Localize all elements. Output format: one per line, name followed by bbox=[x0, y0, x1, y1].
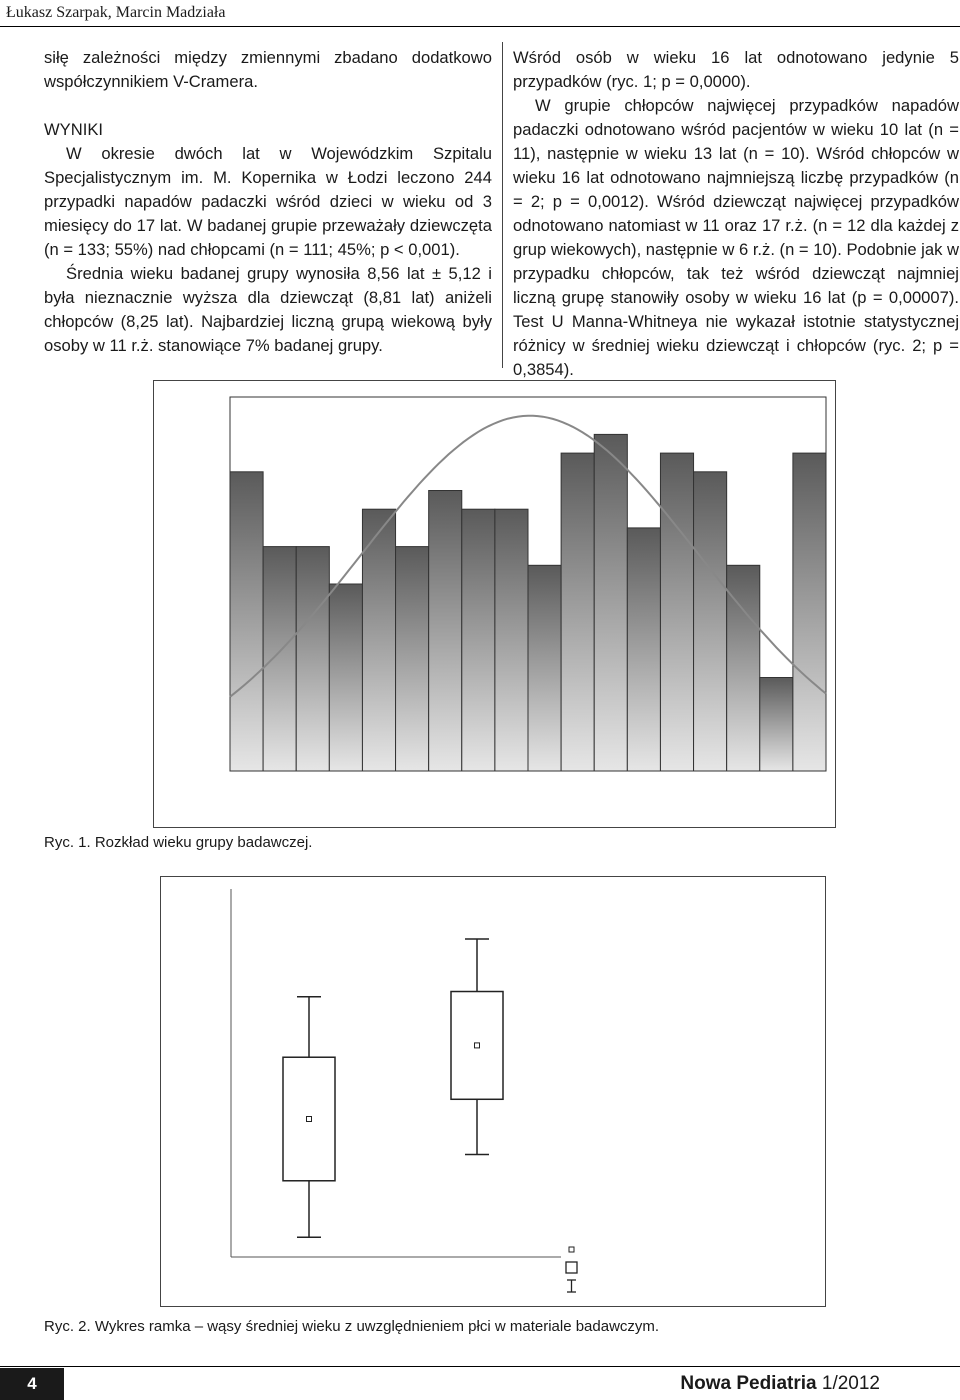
footer-rule bbox=[0, 1366, 960, 1367]
histogram-bar bbox=[561, 453, 594, 771]
histogram-bar bbox=[528, 565, 561, 771]
journal-issue: 1/2012 bbox=[821, 1373, 880, 1394]
page-number: 4 bbox=[0, 1368, 64, 1400]
section-heading-results: WYNIKI bbox=[44, 120, 104, 139]
paragraph-results-2: Średnia wieku badanej grupy wynosiła 8,56 lat ± 5,12 i była nieznacznie wyższa dla dziewcząt (8,81 lat) aniżeli chłopców (8,25 lat). Najbardziej liczną grupą wiekową były osoby w 11 r.ż. stanowiące 7% badanej grupy. bbox=[44, 264, 492, 355]
paragraph-results-3: Wśród osób w wieku 16 lat odnotowano jedynie 5 przypadków (ryc. 1; p = 0,0000). bbox=[513, 48, 959, 91]
legend-box-icon bbox=[566, 1262, 577, 1273]
histogram-bar bbox=[396, 547, 429, 771]
paragraph-methods-end: siłę zależności między zmiennymi zbadano dodatkowo współczynnikiem V-Cramera. bbox=[44, 48, 492, 91]
histogram-bar bbox=[329, 584, 362, 771]
histogram-bar bbox=[230, 472, 263, 771]
histogram-bar bbox=[793, 453, 826, 771]
histogram-bar bbox=[694, 472, 727, 771]
histogram-bar bbox=[594, 434, 627, 771]
histogram-bar bbox=[627, 528, 660, 771]
running-head: Łukasz Szarpak, Marcin Madziała bbox=[6, 4, 226, 21]
right-column bbox=[513, 46, 959, 382]
mean-marker bbox=[307, 1117, 312, 1122]
histogram-bar bbox=[462, 509, 495, 771]
legend-mean-icon bbox=[569, 1247, 574, 1252]
histogram-bar bbox=[760, 678, 793, 772]
figure-1-caption: Ryc. 1. Rozkład wieku grupy badawczej. bbox=[44, 834, 313, 851]
histogram-bar bbox=[296, 547, 329, 771]
header-rule bbox=[0, 26, 960, 27]
boxplot-chart bbox=[161, 877, 825, 1306]
histogram-bar bbox=[429, 491, 462, 772]
histogram-bar bbox=[660, 453, 693, 771]
left-column bbox=[44, 46, 492, 358]
column-divider bbox=[502, 42, 503, 368]
histogram-bar bbox=[495, 509, 528, 771]
figure-2-caption: Ryc. 2. Wykres ramka – wąsy średniej wieku z uwzględnieniem płci w materiale badawczym. bbox=[44, 1318, 660, 1335]
paragraph-results-1: W okresie dwóch lat w Wojewódzkim Szpitalu Specjalistycznym im. M. Kopernika w Łodzi leczono 244 przypadki napadów padaczki wśród dzieci w wieku od 3 miesięcy do 17 lat. W badanej grupie przeważały dziewczęta (n = 133; 55%) nad chłopcami (n = 111; 45%; p < 0,001). bbox=[44, 144, 492, 259]
figure-age-histogram bbox=[153, 380, 836, 828]
histogram-bar bbox=[263, 547, 296, 771]
journal-title bbox=[680, 1373, 880, 1395]
histogram-bar bbox=[362, 509, 395, 771]
mean-marker bbox=[475, 1043, 480, 1048]
journal-name: Nowa Pediatria bbox=[680, 1373, 817, 1394]
figure-age-boxplot bbox=[160, 876, 826, 1307]
paragraph-results-4: W grupie chłopców najwięcej przypadków napadów padaczki odnotowano wśród pacjentów w wieku 10 lat (n = 11), następnie w wieku 13 lat (n = 10). Wśród chłopców w wieku 16 lat odnotowano najmniejszą liczbę przypadków (n = 2; p = 0,0012). Wśród dziewcząt najwięcej przypadków odnotowano natomiast w 11 oraz 17 r.ż. (n = 12 dla każdej z grup wiekowych), następnie w 6 r.ż. (n = 10). Podobnie jak w przypadku chłopców, tak też wśród dziewcząt najmniej liczną grupę stanowiły osoby w wieku 16 lat (p = 0,00007). Test U Manna-Whitneya nie wykazał istotnie statystycznej różnicy w średniej wieku dziewcząt i chłopców (ryc. 2; p = 0,3854). bbox=[513, 96, 959, 379]
histogram-chart bbox=[154, 381, 835, 827]
